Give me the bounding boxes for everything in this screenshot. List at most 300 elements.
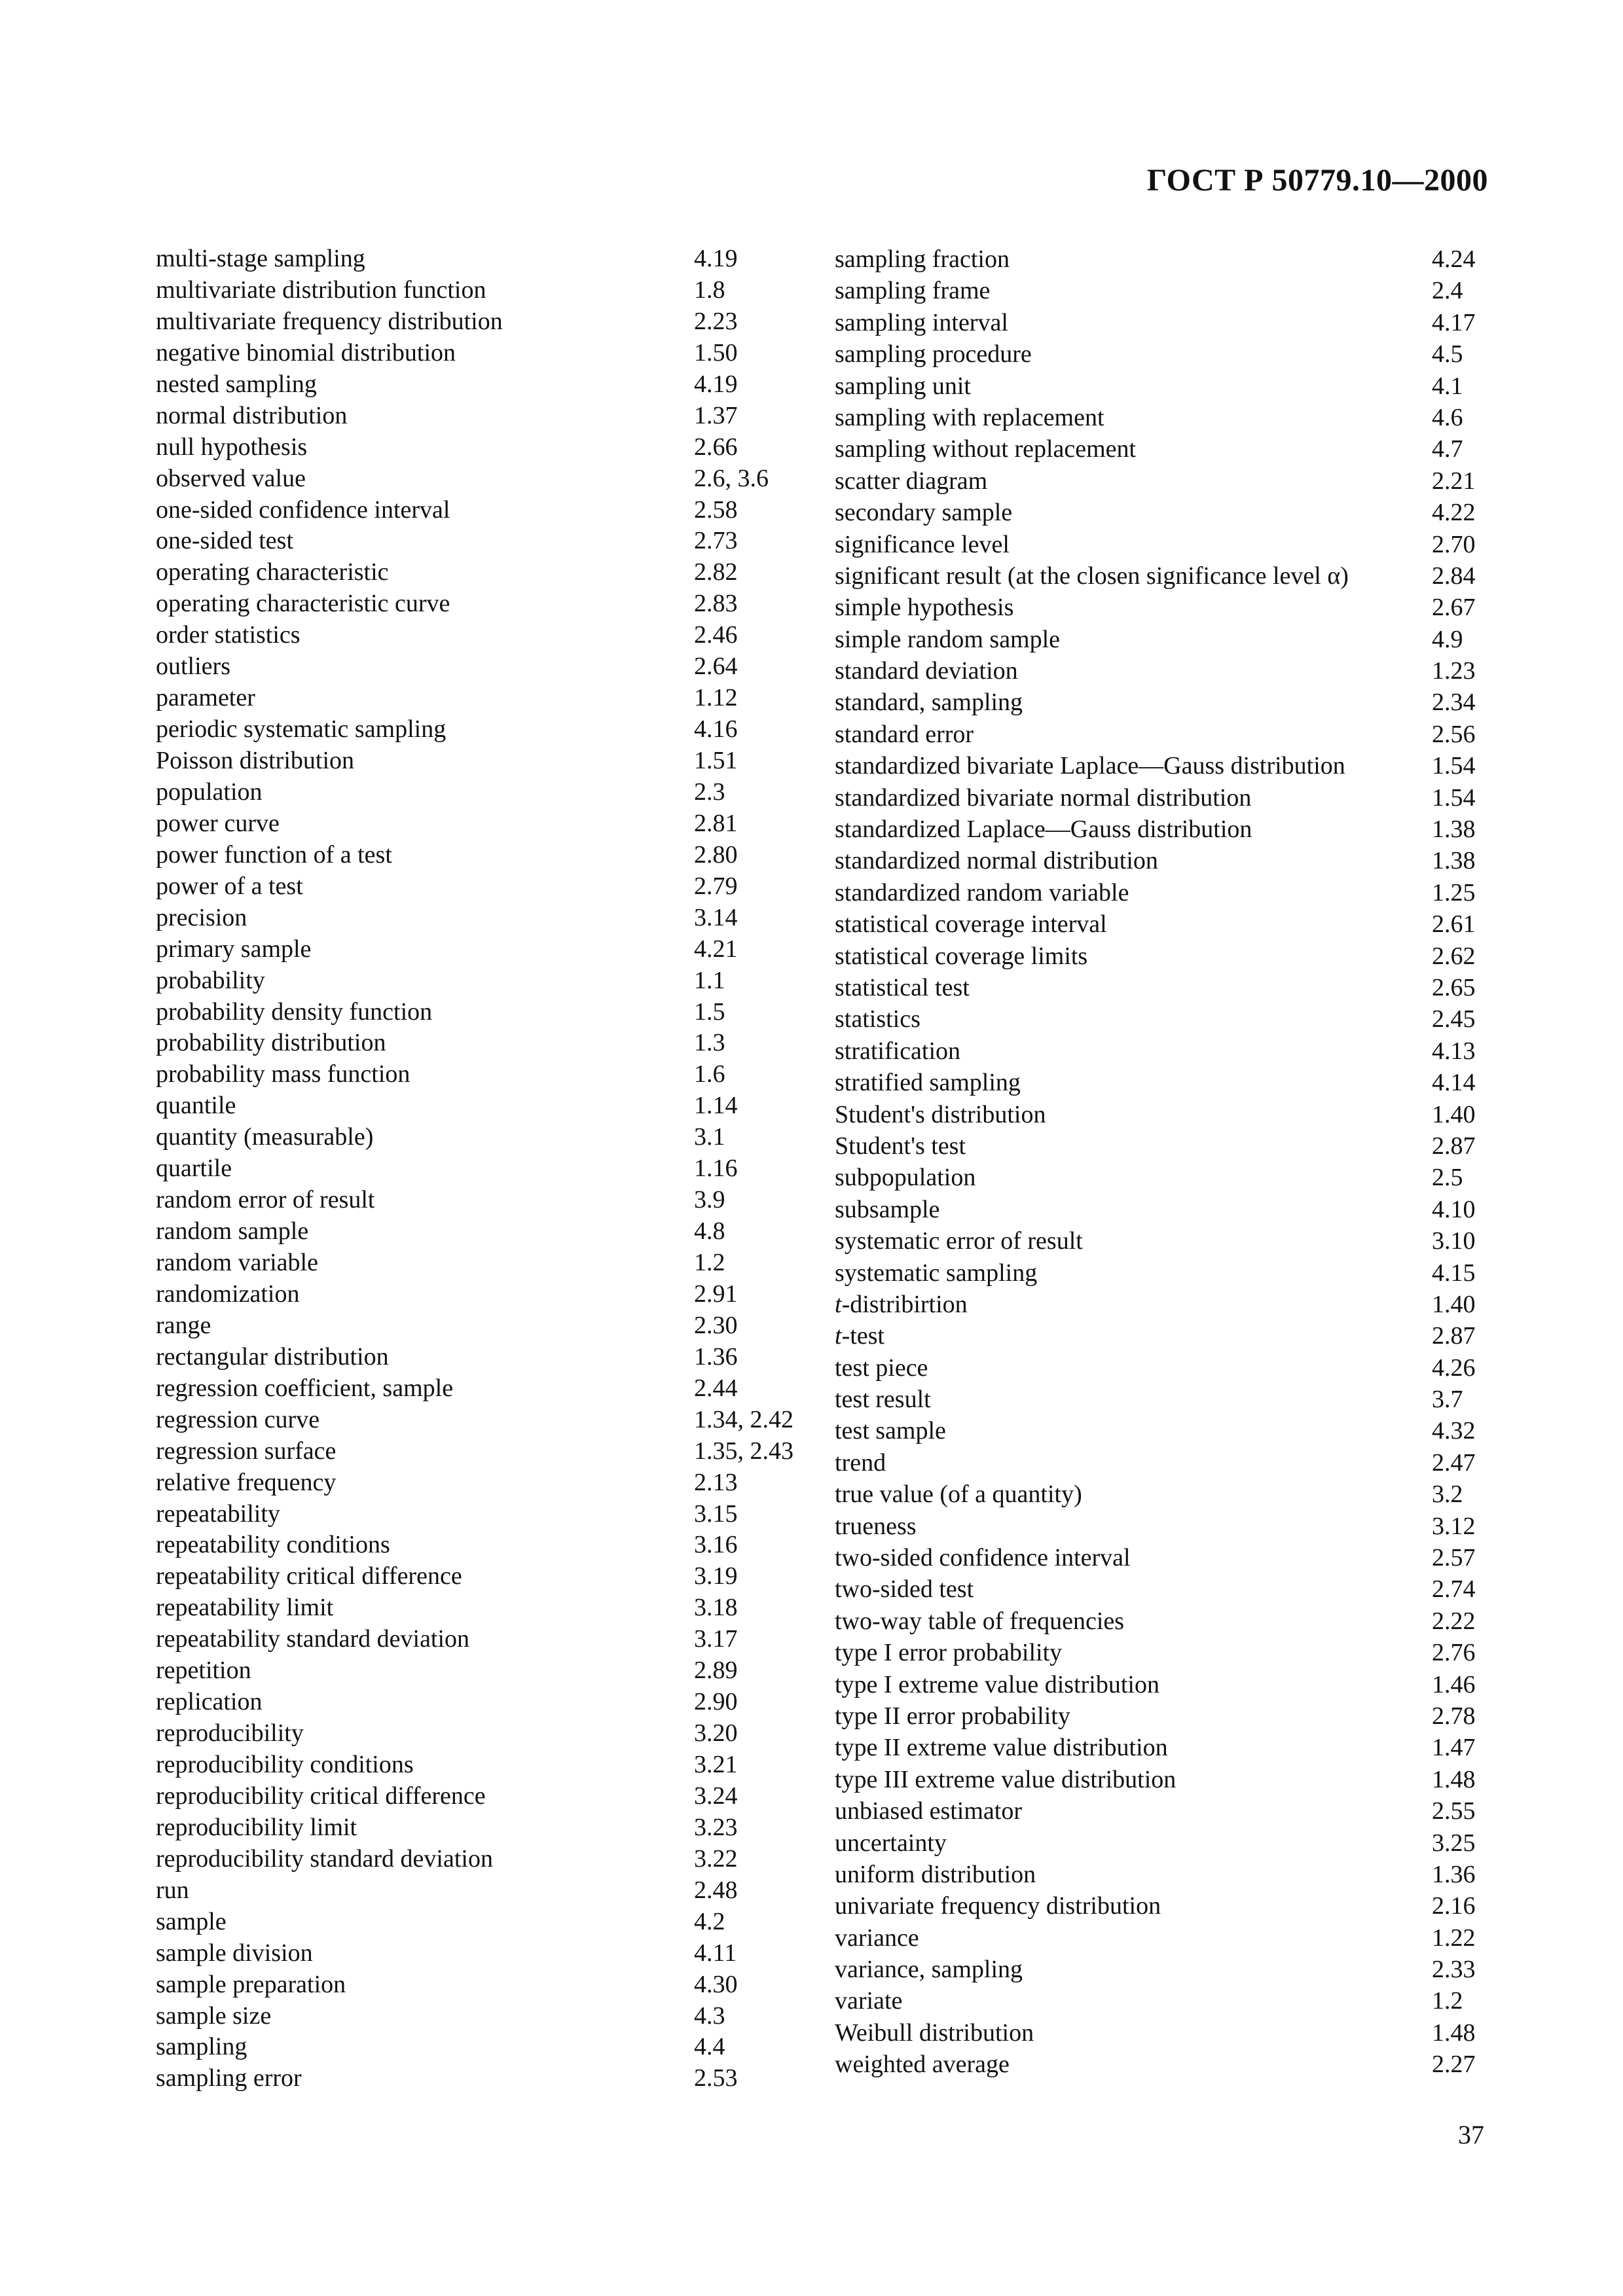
index-reference: 4.13 <box>1432 1037 1476 1065</box>
index-reference: 2.30 <box>694 1311 738 1339</box>
index-term: scatter diagram <box>835 467 988 495</box>
index-reference: 2.44 <box>694 1374 738 1402</box>
index-entry <box>835 402 1489 433</box>
index-term: type III extreme value distribution <box>835 1765 1176 1793</box>
index-term: subsample <box>835 1195 940 1223</box>
index-reference: 2.90 <box>694 1688 738 1716</box>
index-reference: 4.1 <box>1432 372 1463 400</box>
index-entry <box>835 1415 1489 1446</box>
index-entry <box>835 1257 1489 1289</box>
index-entry <box>156 1530 811 1561</box>
document-code-header: ГОСТ Р 50779.10—2000 <box>1146 163 1488 198</box>
index-term: variance <box>835 1924 919 1952</box>
index-reference: 2.67 <box>1432 594 1476 622</box>
index-reference: 3.21 <box>694 1751 738 1778</box>
index-entry <box>156 1059 811 1090</box>
index-term: rectangular distribution <box>156 1342 389 1371</box>
index-entry <box>156 620 811 651</box>
index-entry <box>156 2063 811 2094</box>
index-entry <box>156 1624 811 1655</box>
index-entry <box>835 877 1489 908</box>
index-entry <box>156 1028 811 1059</box>
index-reference: 2.74 <box>1432 1575 1476 1604</box>
index-term: Student's distribution <box>835 1100 1046 1128</box>
index-term: replication <box>156 1688 263 1716</box>
index-term: true value (of a quantity) <box>835 1480 1082 1509</box>
index-entry <box>835 687 1489 718</box>
index-entry <box>835 782 1489 814</box>
index-entry <box>835 338 1489 370</box>
index-reference: 2.87 <box>1432 1132 1476 1160</box>
index-entry <box>835 2017 1489 2049</box>
index-term: sampling frame <box>835 277 991 305</box>
index-reference: 3.16 <box>694 1531 738 1559</box>
index-term: type II extreme value distribution <box>835 1734 1168 1762</box>
index-term: repeatability critical difference <box>156 1562 462 1590</box>
index-term: repeatability standard deviation <box>156 1625 470 1653</box>
index-reference: 2.13 <box>694 1468 738 1496</box>
index-entry <box>156 432 811 463</box>
index-entry <box>156 871 811 903</box>
index-reference: 1.34, 2.42 <box>694 1405 793 1433</box>
index-entry <box>835 1099 1489 1130</box>
index-reference: 2.79 <box>694 872 738 900</box>
index-term: statistical coverage limits <box>835 942 1088 970</box>
index-reference: 1.51 <box>694 747 738 774</box>
index-entry <box>156 2032 811 2063</box>
index-term: uniform distribution <box>835 1860 1036 1888</box>
index-reference: 4.19 <box>694 245 738 272</box>
index-term: run <box>156 1876 189 1904</box>
index-entry <box>156 495 811 526</box>
index-entry <box>156 1781 811 1812</box>
index-reference: 2.45 <box>1432 1005 1476 1033</box>
index-reference: 3.24 <box>694 1782 738 1810</box>
index-entry <box>156 1592 811 1624</box>
index-term: probability density function <box>156 997 433 1026</box>
index-term: repeatability <box>156 1499 280 1528</box>
index-entry <box>156 1279 811 1310</box>
index-term: quantile <box>156 1092 236 1120</box>
index-entry <box>835 243 1489 275</box>
index-entry <box>835 1764 1489 1795</box>
index-reference: 2.4 <box>1432 277 1463 305</box>
index-entry <box>156 965 811 997</box>
index-entry <box>156 1875 811 1907</box>
index-reference: 2.57 <box>1432 1544 1476 1572</box>
index-entry <box>156 1405 811 1436</box>
index-reference: 2.16 <box>1432 1892 1476 1920</box>
index-reference: 1.22 <box>1432 1924 1476 1952</box>
index-reference: 1.14 <box>694 1092 738 1120</box>
index-reference: 4.19 <box>694 370 738 398</box>
index-term: probability mass function <box>156 1060 410 1088</box>
index-reference: 2.22 <box>1432 1607 1476 1635</box>
index-entry <box>835 972 1489 1003</box>
index-reference: 2.73 <box>694 527 738 555</box>
index-entry <box>156 401 811 432</box>
index-reference: 3.25 <box>1432 1829 1476 1857</box>
index-entry <box>156 1718 811 1749</box>
index-reference: 1.48 <box>1432 1765 1476 1793</box>
index-term: relative frequency <box>156 1468 337 1496</box>
index-entry <box>156 1687 811 1718</box>
index-term: stratification <box>835 1037 961 1065</box>
index-term: statistical coverage interval <box>835 910 1107 939</box>
index-term: operating characteristic curve <box>156 590 450 618</box>
index-entry <box>156 1342 811 1373</box>
index-entry <box>835 655 1489 687</box>
index-entry <box>835 1511 1489 1542</box>
index-reference: 3.7 <box>1432 1386 1463 1414</box>
index-reference: 1.46 <box>1432 1670 1476 1698</box>
index-entry <box>835 1827 1489 1859</box>
index-reference: 2.58 <box>694 495 738 524</box>
index-term: sampling <box>156 2033 247 2061</box>
index-term: sampling procedure <box>835 340 1032 368</box>
index-reference: 1.38 <box>1432 816 1476 844</box>
index-term: variance, sampling <box>835 1956 1023 1984</box>
index-reference: 2.55 <box>1432 1797 1476 1825</box>
index-reference: 1.8 <box>694 276 725 304</box>
index-reference: 4.3 <box>694 2001 725 2030</box>
index-term: power curve <box>156 809 280 837</box>
index-term: t-test <box>835 1322 884 1350</box>
index-entry <box>835 908 1489 940</box>
index-entry <box>156 683 811 714</box>
index-term: stratified sampling <box>835 1069 1021 1097</box>
index-reference: 2.81 <box>694 809 738 837</box>
index-entry <box>835 1130 1489 1162</box>
index-term: standardized normal distribution <box>835 847 1158 875</box>
index-reference: 2.66 <box>694 433 738 461</box>
index-reference: 2.76 <box>1432 1639 1476 1667</box>
index-entry <box>835 624 1489 655</box>
index-reference: 3.10 <box>1432 1227 1476 1255</box>
index-reference: 2.5 <box>1432 1164 1463 1192</box>
index-entry <box>835 750 1489 781</box>
index-reference: 4.4 <box>694 2033 725 2061</box>
index-term: Weibull distribution <box>835 2018 1034 2047</box>
index-term: multivariate distribution function <box>156 276 486 304</box>
index-entry <box>835 1954 1489 1985</box>
index-entry <box>156 1969 811 2001</box>
index-reference: 2.87 <box>1432 1322 1476 1350</box>
index-reference: 2.23 <box>694 307 738 335</box>
index-term: reproducibility <box>156 1719 304 1748</box>
index-entry <box>835 529 1489 560</box>
index-reference: 1.6 <box>694 1060 725 1088</box>
index-entry <box>835 1067 1489 1098</box>
index-reference: 2.64 <box>694 653 738 681</box>
index-term: weighted average <box>835 2051 1010 2079</box>
index-entry <box>835 1605 1489 1637</box>
index-term: uncertainty <box>835 1829 947 1857</box>
index-entry <box>835 1542 1489 1573</box>
index-term: simple random sample <box>835 625 1061 653</box>
index-entry <box>835 1890 1489 1922</box>
index-term: null hypothesis <box>156 433 308 461</box>
index-entry <box>156 714 811 745</box>
index-entry <box>835 1352 1489 1384</box>
index-term: standardized Laplace—Gauss distribution <box>835 816 1252 844</box>
index-term: sampling with replacement <box>835 403 1104 431</box>
index-entry <box>156 526 811 557</box>
index-term: type II error probability <box>835 1702 1070 1730</box>
index-reference: 3.20 <box>694 1719 738 1748</box>
index-entry <box>156 1436 811 1467</box>
index-term: sampling unit <box>835 372 971 400</box>
index-reference: 1.50 <box>694 338 738 367</box>
index-entry <box>835 1573 1489 1605</box>
index-reference: 1.23 <box>1432 657 1476 685</box>
index-reference: 4.11 <box>694 1939 737 1967</box>
index-term: standardized bivariate Laplace—Gauss distribution <box>835 752 1345 780</box>
index-term: standard error <box>835 720 974 748</box>
index-entry <box>835 719 1489 750</box>
index-entry <box>835 941 1489 972</box>
index-entry <box>835 1162 1489 1193</box>
index-entry <box>835 275 1489 306</box>
index-reference: 2.33 <box>1432 1956 1476 1984</box>
index-entry <box>835 2049 1489 2080</box>
index-reference: 4.5 <box>1432 340 1463 368</box>
index-term: multivariate frequency distribution <box>156 307 503 335</box>
index-term: outliers <box>156 653 230 681</box>
index-reference: 2.82 <box>694 558 738 586</box>
index-term: standardized bivariate normal distribution <box>835 783 1252 812</box>
index-reference: 4.9 <box>1432 625 1463 653</box>
index-column-right <box>835 243 1489 2081</box>
index-reference: 2.61 <box>1432 910 1476 939</box>
index-entry <box>835 1700 1489 1732</box>
index-reference: 1.5 <box>694 997 725 1026</box>
index-term: parameter <box>156 684 255 712</box>
index-entry <box>156 1310 811 1342</box>
index-term: two-way table of frequencies <box>835 1607 1125 1635</box>
index-term: t-distribirtion <box>835 1290 968 1318</box>
index-reference: 1.16 <box>694 1155 738 1183</box>
index-term: one-sided test <box>156 527 294 555</box>
index-entry <box>835 1320 1489 1352</box>
index-entry <box>835 1225 1489 1257</box>
index-term: type I error probability <box>835 1639 1063 1667</box>
index-term: repeatability limit <box>156 1594 334 1622</box>
index-term: univariate frequency distribution <box>835 1892 1161 1920</box>
index-reference: 1.12 <box>694 684 738 712</box>
index-column-left <box>156 243 811 2094</box>
index-term: multi-stage sampling <box>156 245 365 272</box>
index-reference: 2.53 <box>694 2064 738 2092</box>
index-reference: 4.32 <box>1432 1417 1476 1445</box>
index-reference: 1.40 <box>1432 1290 1476 1318</box>
index-reference: 2.3 <box>694 778 725 806</box>
index-entry <box>156 777 811 808</box>
index-entry <box>156 1185 811 1216</box>
index-term: trueness <box>835 1512 917 1540</box>
index-entry <box>835 1479 1489 1510</box>
index-entry <box>835 1732 1489 1763</box>
index-term: subpopulation <box>835 1164 976 1192</box>
index-entry <box>835 1795 1489 1827</box>
index-reference: 1.25 <box>1432 878 1476 906</box>
index-term: secondary sample <box>835 499 1013 527</box>
index-reference: 1.36 <box>694 1342 738 1371</box>
index-term: normal distribution <box>156 401 348 429</box>
index-term: observed value <box>156 464 306 492</box>
index-term: sample size <box>156 2001 272 2030</box>
index-term: regression curve <box>156 1405 320 1433</box>
index-reference: 3.9 <box>694 1186 725 1214</box>
index-reference: 3.18 <box>694 1594 738 1622</box>
index-reference: 4.2 <box>694 1907 725 1935</box>
index-entry <box>156 934 811 965</box>
index-entry <box>835 1985 1489 2017</box>
index-reference: 4.14 <box>1432 1069 1476 1097</box>
index-entry <box>156 2001 811 2032</box>
index-term: sampling without replacement <box>835 435 1137 463</box>
index-term: systematic error of result <box>835 1227 1083 1255</box>
index-entry <box>156 1938 811 1969</box>
index-entry <box>156 1216 811 1247</box>
index-term: precision <box>156 903 247 931</box>
index-entry <box>156 1812 811 1844</box>
index-term: regression surface <box>156 1437 337 1465</box>
index-entry <box>156 557 811 588</box>
index-entry <box>156 275 811 306</box>
index-reference: 2.70 <box>1432 530 1476 558</box>
index-term: sample <box>156 1907 227 1935</box>
index-entry <box>156 997 811 1028</box>
index-reference: 3.22 <box>694 1844 738 1873</box>
index-reference: 2.47 <box>1432 1448 1476 1477</box>
index-term: two-sided confidence interval <box>835 1544 1131 1572</box>
index-entry <box>835 1922 1489 1954</box>
index-entry <box>156 1499 811 1530</box>
index-reference: 1.40 <box>1432 1100 1476 1128</box>
index-term: primary sample <box>156 935 312 963</box>
index-term: type I extreme value distribution <box>835 1670 1159 1698</box>
index-term: range <box>156 1311 211 1339</box>
index-term: sample preparation <box>156 1970 346 1998</box>
index-term: population <box>156 778 263 806</box>
index-entry <box>835 814 1489 845</box>
index-term: test sample <box>835 1417 946 1445</box>
index-term: power function of a test <box>156 840 392 869</box>
index-entry <box>835 1289 1489 1320</box>
index-term: Poisson distribution <box>156 747 354 774</box>
index-term: random error of result <box>156 1186 375 1214</box>
index-term: negative binomial distribution <box>156 338 456 367</box>
index-term: sampling interval <box>835 308 1008 336</box>
index-term: standard, sampling <box>835 689 1023 717</box>
index-reference: 1.3 <box>694 1029 725 1057</box>
index-reference: 3.14 <box>694 903 738 931</box>
index-reference: 4.8 <box>694 1217 725 1246</box>
index-entry <box>156 1907 811 1938</box>
index-entry <box>156 588 811 620</box>
index-entry <box>156 1561 811 1592</box>
index-term: systematic sampling <box>835 1259 1038 1287</box>
index-reference: 1.2 <box>694 1249 725 1276</box>
index-entry <box>156 1122 811 1153</box>
index-entry <box>156 745 811 777</box>
index-reference: 3.1 <box>694 1123 725 1151</box>
index-entry <box>835 1637 1489 1668</box>
index-reference: 1.1 <box>694 966 725 994</box>
index-entry <box>835 1194 1489 1225</box>
index-term: reproducibility limit <box>156 1813 357 1841</box>
index-term: reproducibility standard deviation <box>156 1844 493 1873</box>
index-entry <box>156 1655 811 1687</box>
index-term: variate <box>835 1987 903 2015</box>
index-reference: 2.46 <box>694 621 738 649</box>
index-reference: 2.34 <box>1432 689 1476 717</box>
index-entry <box>156 1749 811 1781</box>
index-term: one-sided confidence interval <box>156 495 450 524</box>
index-entry <box>156 243 811 275</box>
index-entry <box>156 463 811 495</box>
index-reference: 4.24 <box>1432 245 1476 273</box>
index-reference: 1.54 <box>1432 783 1476 812</box>
index-term: standard deviation <box>835 657 1018 685</box>
index-reference: 3.12 <box>1432 1512 1476 1540</box>
index-term: standardized random variable <box>835 878 1129 906</box>
index-entry <box>835 1035 1489 1067</box>
index-reference: 4.21 <box>694 935 738 963</box>
index-term: sampling fraction <box>835 245 1010 273</box>
index-reference: 4.17 <box>1432 308 1476 336</box>
index-entry <box>156 1153 811 1185</box>
index-term: quartile <box>156 1155 232 1183</box>
index-reference: 1.35, 2.43 <box>694 1437 793 1465</box>
index-reference: 2.6, 3.6 <box>694 464 769 492</box>
index-reference: 4.30 <box>694 1970 738 1998</box>
index-entry <box>156 1373 811 1405</box>
index-entry <box>835 1384 1489 1415</box>
index-reference: 2.62 <box>1432 942 1476 970</box>
index-term: test piece <box>835 1354 928 1382</box>
index-reference: 2.80 <box>694 840 738 869</box>
index-entry <box>835 1669 1489 1700</box>
index-reference: 2.84 <box>1432 562 1476 590</box>
index-term: random variable <box>156 1249 318 1276</box>
index-reference: 1.54 <box>1432 752 1476 780</box>
index-entry <box>156 1090 811 1122</box>
index-term: two-sided test <box>835 1575 974 1604</box>
index-term: probability distribution <box>156 1029 386 1057</box>
index-entry <box>835 1859 1489 1890</box>
index-reference: 1.48 <box>1432 2018 1476 2047</box>
index-reference: 2.56 <box>1432 720 1476 748</box>
index-term: sample division <box>156 1939 313 1967</box>
index-reference: 2.21 <box>1432 467 1476 495</box>
index-reference: 3.17 <box>694 1625 738 1653</box>
index-term: reproducibility critical difference <box>156 1782 486 1810</box>
index-entry <box>835 465 1489 497</box>
index-term: operating characteristic <box>156 558 389 586</box>
index-reference: 3.19 <box>694 1562 738 1590</box>
index-reference: 1.38 <box>1432 847 1476 875</box>
index-entry <box>156 369 811 401</box>
index-reference: 4.16 <box>694 715 738 744</box>
index-term: significant result (at the closen significance level α) <box>835 562 1349 590</box>
index-reference: 4.6 <box>1432 403 1463 431</box>
index-entry <box>156 1247 811 1279</box>
index-entry <box>835 497 1489 528</box>
index-term: sampling error <box>156 2064 302 2092</box>
index-entry <box>835 370 1489 402</box>
